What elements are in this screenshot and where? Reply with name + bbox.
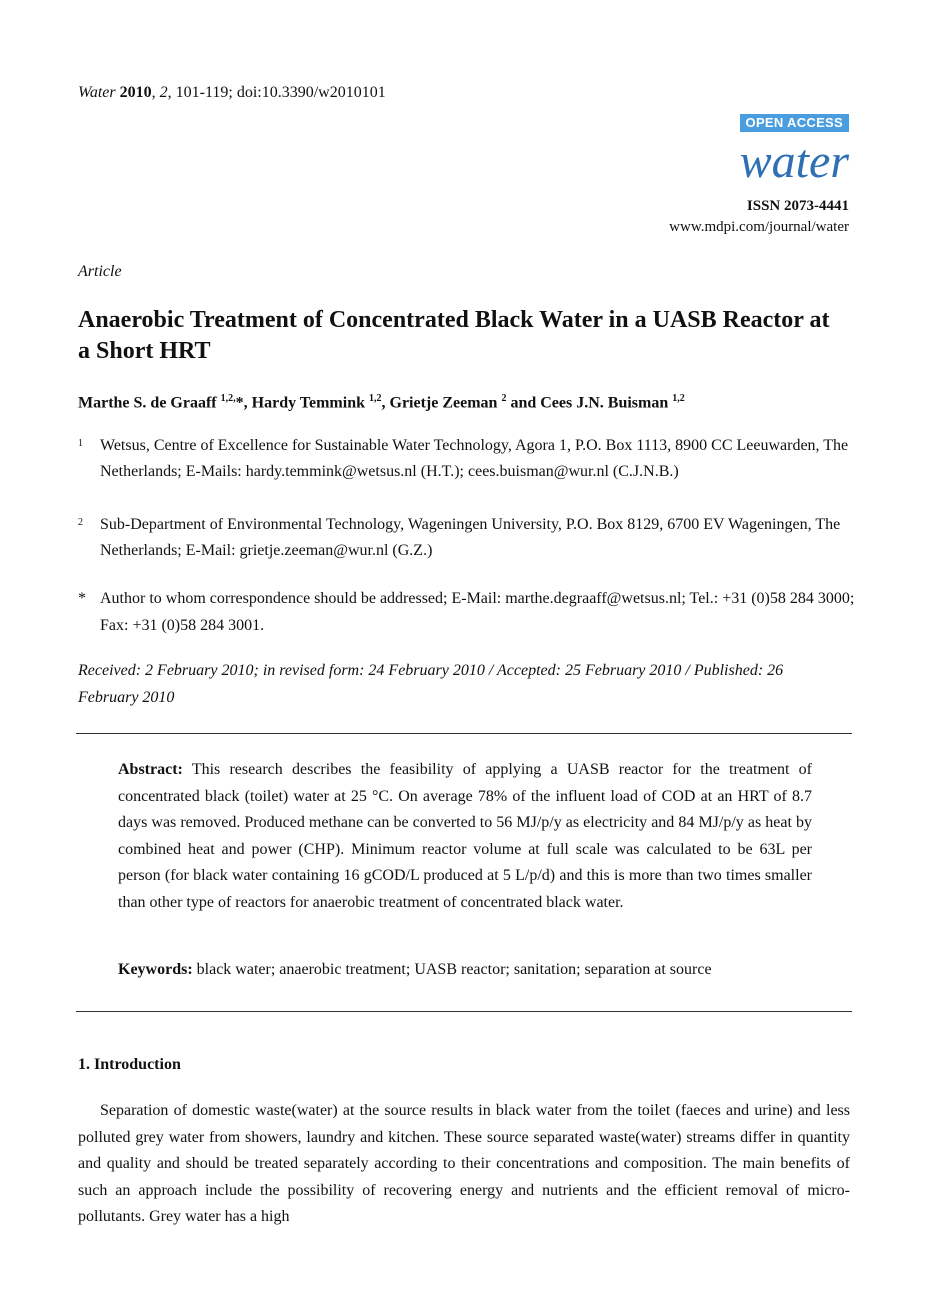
journal-logo: water bbox=[739, 135, 849, 188]
section-heading: 1. Introduction bbox=[78, 1056, 181, 1073]
affiliation-number: 2 bbox=[78, 517, 83, 528]
open-access-badge: OPEN ACCESS bbox=[740, 114, 849, 132]
affiliation-text: Sub-Department of Environmental Technology, Wageningen University, P.O. Box 8129, 6700 EV Wageningen, The Netherlands; E-Mail: grietje.zeeman@wur.nl (G.Z.) bbox=[100, 516, 841, 559]
affiliation-text: Wetsus, Centre of Excellence for Sustainable Water Technology, Agora 1, P.O. Box 1113, 8900 CC Leeuwarden, The Netherlands; E-Mails: hardy.temmink@wetsus.nl (H.T.); cees.buisman@wur.nl (C.J.N.B.) bbox=[100, 437, 849, 480]
citation-journal-name: Water bbox=[78, 84, 116, 101]
article-type: Article bbox=[78, 263, 122, 280]
keywords bbox=[118, 961, 812, 979]
author-separator: and bbox=[506, 394, 541, 412]
correspondence-mark: * bbox=[78, 590, 86, 607]
article-title: Anaerobic Treatment of Concentrated Black Water in a UASB Reactor at a Short HRT bbox=[78, 307, 830, 364]
citation-volume: 2 bbox=[159, 84, 168, 101]
divider bbox=[76, 733, 852, 734]
abstract-text: This research describes the feasibility of applying a UASB reactor for the treatment of concentrated black (toilet) water at 25 °C. On average 78% of the influent load of COD at an HRT of 8.7 days was removed. Produced methane can be converted to 56 MJ/p/y as electricity and 84 MJ/p/y as heat by combined heat and power (CHP). Minimum reactor volume at full scale was calculated to be 63L per person (for black water containing 16 gCOD/L produced at 5 L/p/d) and this is more than two times smaller than other type of reactors for anaerobic treatment of concentrated black water. bbox=[118, 761, 812, 911]
affiliation bbox=[78, 433, 858, 485]
affiliation bbox=[78, 512, 858, 564]
author-affiliation-mark: 1,2, bbox=[220, 393, 236, 404]
correspondence bbox=[78, 585, 858, 639]
journal-citation: Water 2010, 2, 101-119; doi:10.3390/w2010101 bbox=[78, 84, 386, 101]
keywords-text: black water; anaerobic treatment; UASB reactor; sanitation; separation at source bbox=[196, 961, 712, 978]
abstract-label: Abstract: bbox=[118, 761, 183, 778]
affiliation-number: 1 bbox=[78, 438, 83, 449]
author-separator: *, bbox=[235, 394, 252, 412]
keywords-label: Keywords: bbox=[118, 961, 193, 978]
author-name: Cees J.N. Buisman bbox=[540, 394, 669, 412]
author-affiliation-mark: 1,2 bbox=[672, 393, 685, 404]
author-name: Grietje Zeeman bbox=[389, 394, 498, 412]
journal-url[interactable]: www.mdpi.com/journal/water bbox=[669, 219, 849, 235]
citation-year: 2010 bbox=[119, 84, 152, 101]
author-separator: , bbox=[381, 394, 390, 412]
publication-dates: Received: 2 February 2010; in revised form: 24 February 2010 / Accepted: 25 February 2010 / Published: 26 February 2010 bbox=[78, 662, 784, 706]
issn: ISSN 2073-4441 bbox=[746, 198, 849, 214]
author-name: Marthe S. de Graaff bbox=[78, 394, 217, 412]
author-name: Hardy Temmink bbox=[251, 394, 365, 412]
correspondence-text: Author to whom correspondence should be addressed; E-Mail: marthe.degraaff@wetsus.nl; Tel.: +31 (0)58 284 3000; Fax: +31 (0)58 284 3001. bbox=[100, 590, 855, 634]
author-list bbox=[78, 393, 685, 412]
introduction-paragraph: Separation of domestic waste(water) at the source results in black water from the toilet (faeces and urine) and less polluted grey water from showers, laundry and kitchen. These source separated waste(water) streams differ in quantity and quality and should be treated separately according to their concentrations and composition. The main benefits of such an approach include the possibility of recovering energy and nutrients and the efficient removal of micro-pollutants. Grey water has a high bbox=[78, 1102, 850, 1225]
abstract bbox=[118, 757, 812, 916]
author-affiliation-mark: 2 bbox=[501, 393, 507, 404]
author-affiliation-mark: 1,2 bbox=[369, 393, 382, 404]
citation-pages-doi: , 101-119; doi:10.3390/w2010101 bbox=[167, 84, 386, 101]
divider bbox=[76, 1011, 852, 1012]
